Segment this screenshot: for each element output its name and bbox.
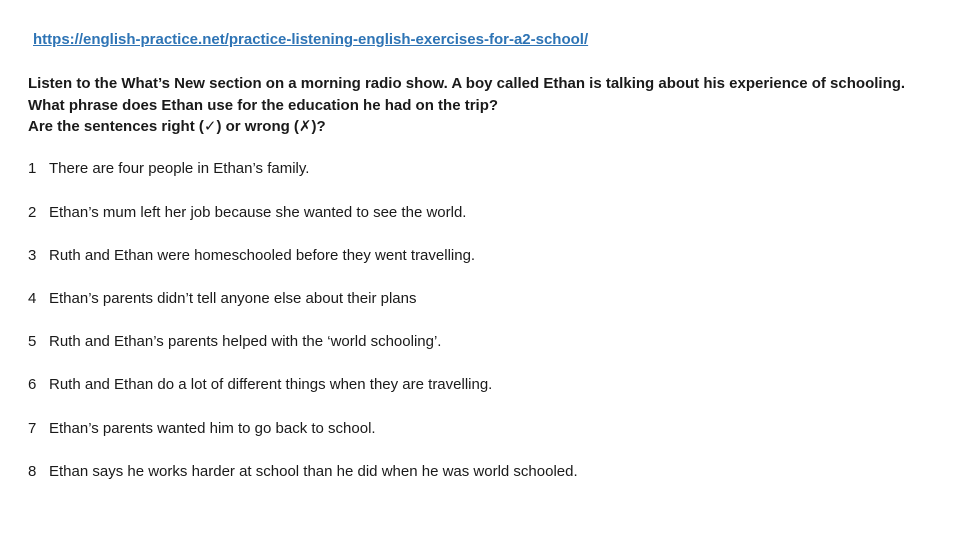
question-item-7 bbox=[28, 418, 376, 440]
question-text: Ethan’s mum left her job because she wanted to see the world. bbox=[49, 204, 467, 221]
question-number: 1 bbox=[28, 160, 37, 177]
instruction-line-2: What phrase does Ethan use for the education he had on the trip? bbox=[28, 96, 499, 114]
question-number: 7 bbox=[28, 420, 37, 437]
question-item-6 bbox=[28, 374, 492, 396]
question-text: Ethan’s parents wanted him to go back to school. bbox=[49, 420, 376, 437]
question-text: Ethan says he works harder at school than he did when he was world schooled. bbox=[49, 463, 578, 480]
question-text: Ethan’s parents didn’t tell anyone else about their plans bbox=[49, 290, 417, 307]
question-number: 6 bbox=[28, 376, 37, 393]
question-text: Ruth and Ethan were homeschooled before they went travelling. bbox=[49, 247, 476, 264]
question-number: 8 bbox=[28, 463, 37, 480]
question-text: Ruth and Ethan do a lot of different things when they are travelling. bbox=[49, 376, 493, 393]
question-item-4 bbox=[28, 288, 416, 310]
question-number: 3 bbox=[28, 247, 37, 264]
question-text: Ruth and Ethan’s parents helped with the ‘world schooling’. bbox=[49, 333, 442, 350]
question-item-2 bbox=[28, 202, 466, 224]
question-number: 4 bbox=[28, 290, 37, 307]
question-item-8 bbox=[28, 461, 578, 483]
instructions bbox=[28, 73, 948, 138]
instruction-line-1: Listen to the What’s New section on a morning radio show. A boy called Ethan is talking about his experience of schooling. bbox=[28, 75, 906, 92]
question-item-3 bbox=[28, 245, 475, 267]
instruction-line-3: Are the sentences right (✓) or wrong (✗)? bbox=[28, 118, 326, 135]
question-item-1 bbox=[28, 158, 309, 180]
question-item-5 bbox=[28, 331, 441, 353]
question-number: 2 bbox=[28, 204, 37, 221]
question-text: There are four people in Ethan’s family. bbox=[49, 160, 310, 177]
source-link[interactable]: https://english-practice.net/practice-listening-english-exercises-for-a2-school/ bbox=[33, 31, 589, 48]
question-number: 5 bbox=[28, 333, 37, 350]
